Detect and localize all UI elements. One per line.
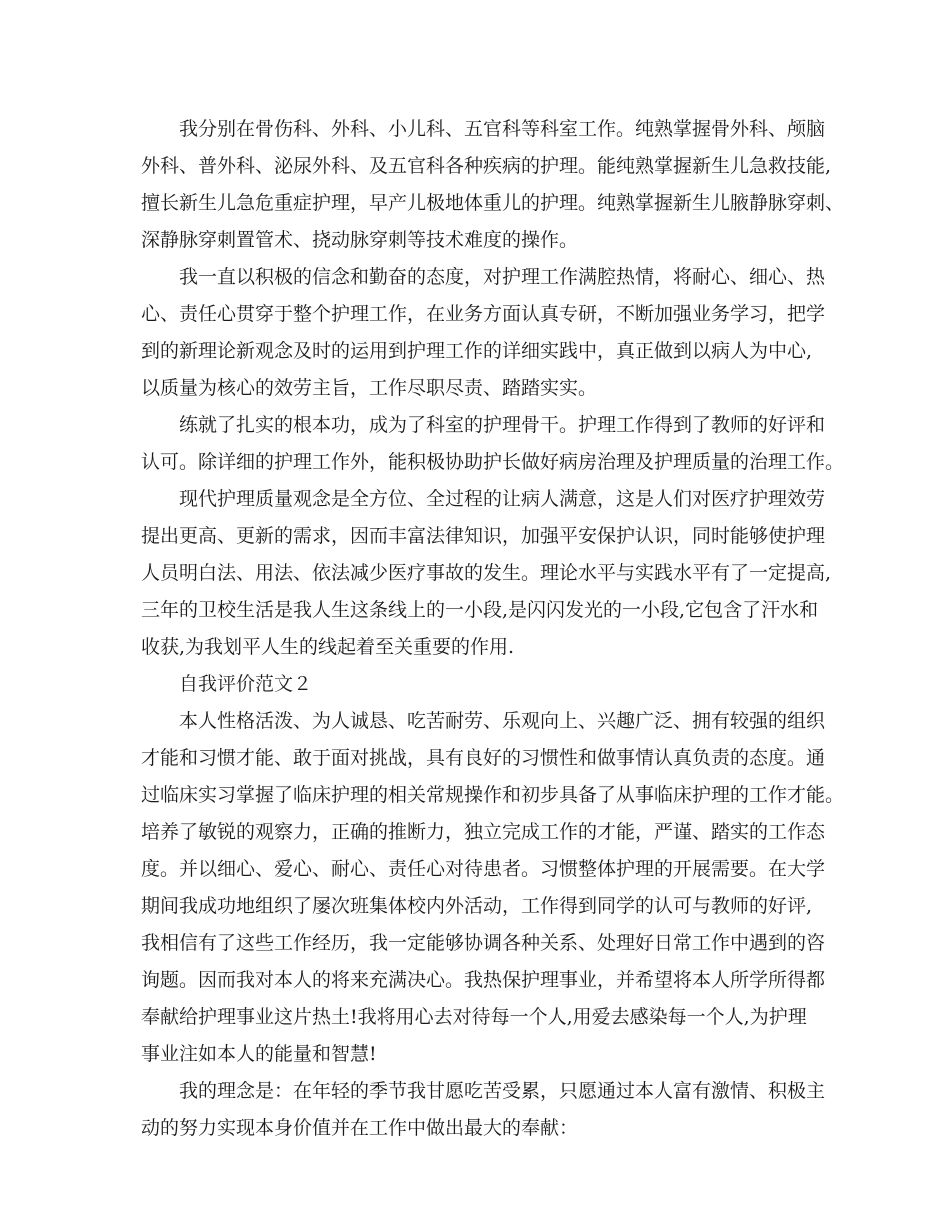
text-line: 练就了扎实的根本功，成为了科室的护理骨干。护理工作得到了教师的好评和	[179, 414, 826, 436]
text-line: 培养了敏锐的观察力，正确的推断力，独立完成工作的才能，严谨、踏实的工作态	[141, 821, 826, 843]
text-line: 收获,为我划平人生的线起着至关重要的作用.	[141, 636, 515, 658]
text-line: 我一直以积极的信念和勤奋的态度，对护理工作满腔热情，将耐心、细心、热	[179, 266, 826, 288]
text-line: 奉献给护理事业这片热土!我将用心去对待每一个人,用爱去感染每一个人,为护理	[141, 1006, 807, 1028]
text-line: 才能和习惯才能、敢于面对挑战，具有良好的习惯性和做事情认真负责的态度。通	[141, 747, 826, 769]
text-line: 我分别在骨伤科、外科、小儿科、五官科等科室工作。纯熟掌握骨外科、颅脑	[179, 118, 826, 140]
section-heading: 自我评价范文２	[179, 673, 313, 695]
text-line: 事业注如本人的能量和智慧!	[141, 1043, 377, 1065]
text-line: 期间我成功地组织了屡次班集体校内外活动，工作得到同学的认可与教师的好评,	[141, 895, 813, 917]
text-line: 现代护理质量观念是全方位、全过程的让病人满意，这是人们对医疗护理效劳	[179, 488, 826, 510]
text-line: 动的努力实现本身价值并在工作中做出最大的奉献：	[141, 1117, 579, 1139]
text-line: 询题。因而我对本人的将来充满决心。我热保护理事业，并希望将本人所学所得都	[141, 969, 826, 991]
text-line: 心、责任心贯穿于整个护理工作，在业务方面认真专研，不断加强业务学习，把学	[141, 303, 826, 325]
text-line: 认可。除详细的护理工作外，能积极协助护长做好病房治理及护理质量的治理工作。	[141, 451, 845, 473]
document-body	[141, 111, 845, 1147]
text-line: 本人性格活泼、为人诚恳、吃苦耐劳、乐观向上、兴趣广泛、拥有较强的组织	[179, 710, 826, 732]
text-line: 以质量为核心的效劳主旨，工作尽职尽责、踏踏实实。	[141, 377, 598, 399]
text-line: 人员明白法、用法、依法减少医疗事故的发生。理论水平与实践水平有了一定提高,	[141, 562, 832, 584]
text-line: 三年的卫校生活是我人生这条线上的一小段,是闪闪发光的一小段,它包含了汗水和	[141, 599, 819, 621]
text-line: 过临床实习掌握了临床护理的相关常规操作和初步具备了从事临床护理的工作才能。	[141, 784, 845, 806]
text-line: 我相信有了这些工作经历，我一定能够协调各种关系、处理好日常工作中遇到的咨	[141, 932, 826, 954]
text-line: 提出更高、更新的需求，因而丰富法律知识，加强平安保护认识，同时能够使护理	[141, 525, 826, 547]
text-line: 到的新理论新观念及时的运用到护理工作的详细实践中，真正做到以病人为中心,	[141, 340, 813, 362]
text-line: 擅长新生儿急危重症护理，早产儿极地体重儿的护理。纯熟掌握新生儿腋静脉穿刺、	[141, 192, 845, 214]
text-line: 度。并以细心、爱心、耐心、责任心对待患者。习惯整体护理的开展需要。在大学	[141, 858, 826, 880]
text-line: 外科、普外科、泌尿外科、及五官科各种疾病的护理。能纯熟掌握新生儿急救技能,	[141, 155, 832, 177]
text-line: 深静脉穿刺置管术、挠动脉穿刺等技术难度的操作。	[141, 229, 579, 251]
text-line: 我的理念是：在年轻的季节我甘愿吃苦受累，只愿通过本人富有激情、积极主	[179, 1080, 826, 1102]
